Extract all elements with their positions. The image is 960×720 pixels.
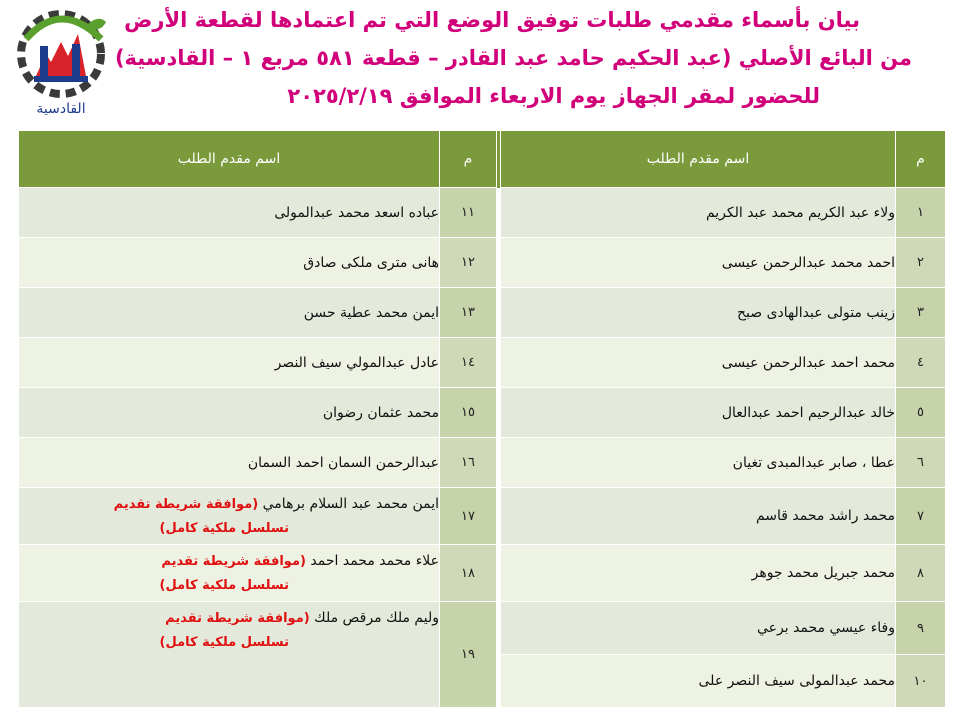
column-gap (497, 238, 501, 288)
column-gap (497, 545, 501, 602)
column-gap (497, 388, 501, 438)
row-number: ١٤ (440, 338, 497, 388)
row-number: ١٢ (440, 238, 497, 288)
row-number: ٧ (896, 488, 946, 545)
applicant-name (19, 545, 440, 602)
row-number: ١٧ (440, 488, 497, 545)
document-header (0, 0, 960, 124)
row-number: ١٨ (440, 545, 497, 602)
table-row (19, 338, 946, 388)
applicant-name: عباده اسعد محمد عبدالمولى (19, 188, 440, 238)
header-name-right: اسم مقدم الطلب (501, 131, 896, 188)
condition-note: تسلسل ملكية كامل) (159, 577, 289, 593)
applicant-name: وفاء عيسي محمد برعي (501, 602, 896, 655)
title-line-3: للحضور لمقر الجهاز يوم الاربعاء الموافق ٢٠٢٥/٢/١٩ (287, 84, 820, 108)
table-row (19, 238, 946, 288)
row-number: ١٥ (440, 388, 497, 438)
column-gap (497, 131, 501, 188)
applicant-name: محمد راشد محمد قاسم (501, 488, 896, 545)
applicant-name-text: ايمن محمد عبد السلام برهامي (262, 495, 439, 512)
condition-note: تسلسل ملكية كامل) (159, 520, 289, 536)
table-row (19, 438, 946, 488)
header-name-left: اسم مقدم الطلب (19, 131, 440, 188)
applicant-name: محمد عبدالمولى سيف النصر على (501, 655, 896, 708)
condition-note: (موافقة شريطة تقديم (113, 496, 259, 512)
condition-note: تسلسل ملكية كامل) (159, 635, 289, 650)
applicant-name: زينب متولى عبدالهادى صبح (501, 288, 896, 338)
table-row (19, 488, 946, 545)
table-row (19, 602, 946, 655)
applicant-name: محمد احمد عبدالرحمن عيسى (501, 338, 896, 388)
row-number: ٣ (896, 288, 946, 338)
applicant-name: عبدالرحمن السمان احمد السمان (19, 438, 440, 488)
applicant-name: عادل عبدالمولي سيف النصر (19, 338, 440, 388)
row-number: ٩ (896, 602, 946, 655)
row-number: ١٣ (440, 288, 497, 338)
applicants-table (18, 130, 945, 708)
column-gap (497, 438, 501, 488)
row-number: ١٠ (896, 655, 946, 708)
condition-note: (موافقة شريطة تقديم (165, 611, 310, 626)
applicant-name: محمد عثمان رضوان (19, 388, 440, 438)
row-number: ٨ (896, 545, 946, 602)
condition-note: (موافقة شريطة تقديم (161, 553, 306, 569)
title-line-1: بيان بأسماء مقدمي طلبات توفيق الوضع التي تم اعتمادها لقطعة الأرض (124, 8, 860, 32)
row-number: ٥ (896, 388, 946, 438)
applicant-name-text: وليم ملك مرقص ملك (314, 610, 439, 626)
row-number: ١٦ (440, 438, 497, 488)
header-num-left: م (440, 131, 497, 188)
table-header-row (19, 131, 946, 188)
logo-caption: القادسية (36, 101, 86, 117)
applicant-name: ولاء عبد الكريم محمد عبد الكريم (501, 188, 896, 238)
applicant-name: احمد محمد عبدالرحمن عيسى (501, 238, 896, 288)
applicant-name: ايمن محمد عطية حسن (19, 288, 440, 338)
applicant-name-text: علاء محمد محمد احمد (310, 552, 439, 569)
title-line-2: من البائع الأصلي (عبد الحكيم حامد عبد القادر – قطعة ٥٨١ مربع ١ – القادسية) (114, 46, 912, 70)
column-gap (497, 655, 501, 708)
applicant-name: عطا ، صابر عبدالمبدى تغيان (501, 438, 896, 488)
applicant-name: هانى مترى ملكى صادق (19, 238, 440, 288)
row-number: ٦ (896, 438, 946, 488)
column-gap (497, 602, 501, 655)
table-row (19, 545, 946, 602)
table-row (19, 188, 946, 238)
column-gap (497, 288, 501, 338)
table-row (19, 288, 946, 338)
applicant-name (19, 602, 440, 708)
applicant-name: محمد جبريل محمد جوهر (501, 545, 896, 602)
row-number: ١١ (440, 188, 497, 238)
row-number: ٢ (896, 238, 946, 288)
header-num-right: م (896, 131, 946, 188)
row-number: ١٩ (440, 602, 497, 708)
applicant-name (19, 488, 440, 545)
applicant-name: خالد عبدالرحيم احمد عبدالعال (501, 388, 896, 438)
row-number: ٤ (896, 338, 946, 388)
table-row (19, 388, 946, 438)
column-gap (497, 188, 501, 238)
row-number: ١ (896, 188, 946, 238)
column-gap (497, 488, 501, 545)
column-gap (497, 338, 501, 388)
